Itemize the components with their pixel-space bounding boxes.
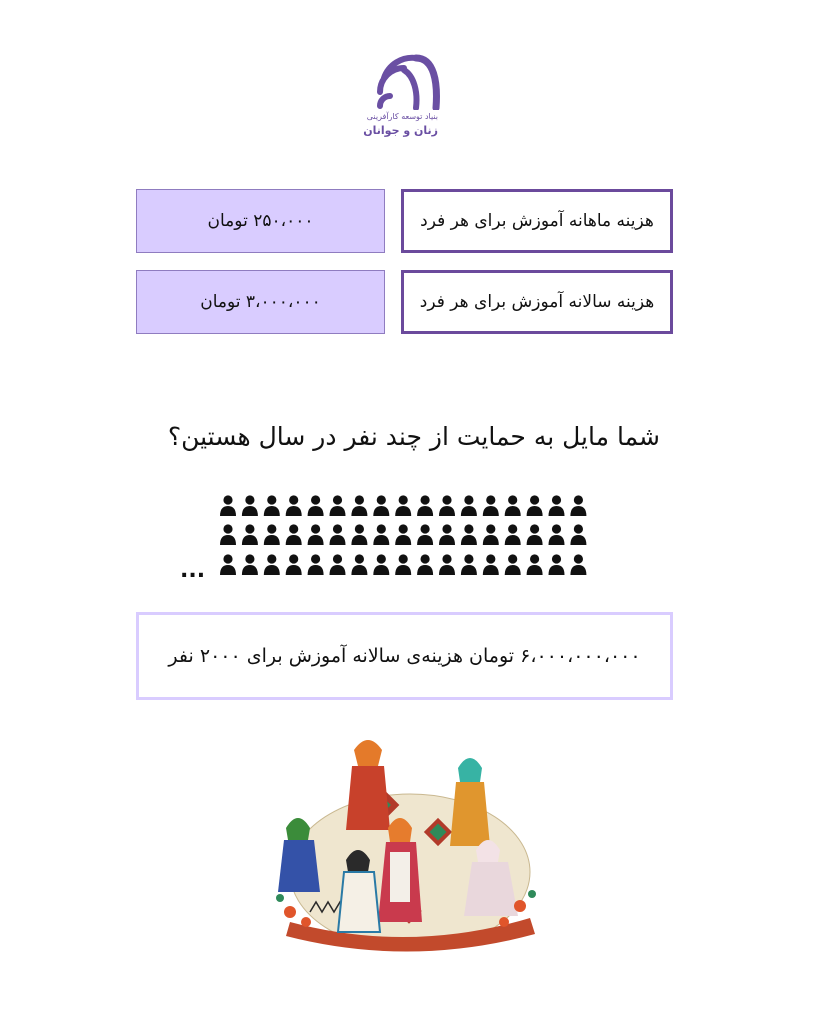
person-icon (483, 554, 499, 575)
person-icon (395, 495, 411, 516)
person-icon (308, 554, 324, 575)
people-ellipsis: ... (180, 558, 206, 583)
person-icon (220, 554, 236, 575)
monthly-cost-value (136, 189, 385, 253)
person-icon (264, 495, 280, 516)
person-icon (439, 554, 455, 575)
yearly-cost-label (401, 270, 673, 334)
person-icon (308, 524, 324, 545)
brand-logo (362, 52, 458, 144)
person-icon (549, 524, 565, 545)
person-icon (220, 524, 236, 545)
person-icon (373, 524, 389, 545)
person-icon (570, 554, 586, 575)
person-icon (373, 554, 389, 575)
person-icon (483, 524, 499, 545)
person-icon (330, 495, 346, 516)
person-icon (264, 554, 280, 575)
person-icon (330, 524, 346, 545)
total-cost-box (136, 612, 673, 700)
total-cost-text: ۶،۰۰۰،۰۰۰،۰۰۰ تومان هزینه‌ی سالانه آموزش برای ۲۰۰۰ نفر (168, 645, 641, 667)
person-icon (461, 524, 477, 545)
logo-text-line1: بنیاد توسعه کارآفرینی (366, 112, 438, 121)
yearly-cost-label-text: هزینه سالانه آموزش برای هر فرد (419, 292, 655, 312)
person-icon (417, 495, 433, 516)
yearly-cost-value (136, 270, 385, 334)
person-icon (549, 554, 565, 575)
person-icon (351, 495, 367, 516)
person-icon (461, 554, 477, 575)
person-icon (483, 495, 499, 516)
person-icon (242, 524, 258, 545)
women-embroidery-illustration (250, 722, 570, 962)
person-icon (351, 554, 367, 575)
yearly-cost-value-text: ۳،۰۰۰،۰۰۰ تومان (200, 292, 321, 312)
monthly-cost-value-text: ۲۵۰،۰۰۰ تومان (207, 211, 314, 231)
person-icon (439, 495, 455, 516)
person-icon (527, 495, 543, 516)
person-icon (264, 524, 280, 545)
person-icon (570, 495, 586, 516)
person-icon (373, 495, 389, 516)
person-icon (505, 495, 521, 516)
person-icon (527, 554, 543, 575)
person-icon (330, 554, 346, 575)
person-icon (527, 524, 543, 545)
person-icon (549, 495, 565, 516)
monthly-cost-label (401, 189, 673, 253)
person-icon (308, 495, 324, 516)
person-icon (351, 524, 367, 545)
person-icon (286, 554, 302, 575)
person-icon (220, 495, 236, 516)
person-icon (505, 524, 521, 545)
person-icon (395, 554, 411, 575)
person-icon (461, 495, 477, 516)
person-icon (505, 554, 521, 575)
logo-text-line2: زنان و جوانان (363, 124, 438, 137)
monthly-cost-label-text: هزینه ماهانه آموزش برای هر فرد (420, 211, 654, 231)
logo-mark-icon (376, 52, 446, 110)
person-icon (286, 495, 302, 516)
person-icon (417, 554, 433, 575)
person-icon (570, 524, 586, 545)
person-icon (439, 524, 455, 545)
person-icon (242, 495, 258, 516)
person-icon (417, 524, 433, 545)
person-icon (395, 524, 411, 545)
support-question: شما مایل به حمایت از چند نفر در سال هستین؟ (167, 422, 660, 451)
person-icon (242, 554, 258, 575)
person-icon (286, 524, 302, 545)
